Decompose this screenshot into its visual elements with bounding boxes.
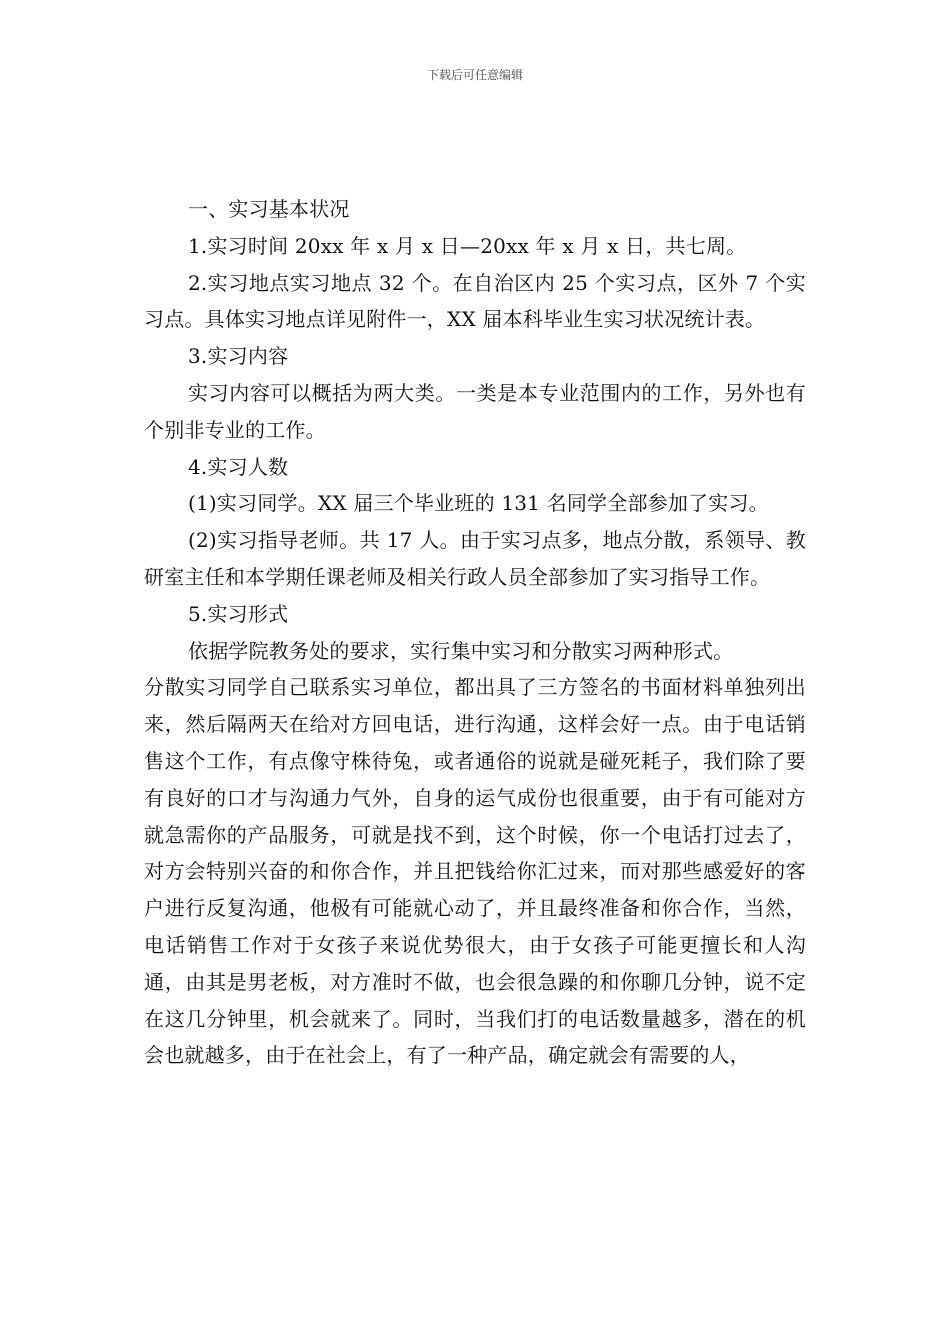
paragraph-students: (1)实习同学。XX 届三个毕业班的 131 名同学全部参加了实习。 bbox=[188, 491, 769, 516]
subheading-form: 5.实习形式 bbox=[188, 601, 289, 626]
document-body bbox=[144, 191, 806, 1074]
paragraph-location: 2.实习地点实习地点 32 个。在自治区内 25 个实习点，区外 7 个实习点。具体实习地点详见附件一，XX 届本科毕业生实习状况统计表。 bbox=[144, 270, 806, 332]
paragraph-time: 1.实习时间 20xx 年 x 月 x 日—20xx 年 x 月 x 日，共七周。 bbox=[188, 233, 747, 258]
section-heading-basic: 一、实习基本状况 bbox=[188, 197, 350, 221]
subheading-count: 4.实习人数 bbox=[188, 454, 289, 479]
paragraph-teachers: (2)实习指导老师。共 17 人。由于实习点多，地点分散，系领导、教研室主任和本学期任课老师及相关行政人员全部参加了实习指导工作。 bbox=[144, 528, 806, 589]
paragraph-sales: 分散实习同学自己联系实习单位，都出具了三方签名的书面材料单独列出来，然后隔两天在给对方回电话，进行沟通，这样会好一点。由于电话销售这个工作，有点像守株待兔，或者通俗的说就是碰死耗子，我们除了要有良好的口才与沟通力气外，自身的运气成份也很重要，由于有可能对方就急需你的产品服务，可就是找不到，这个时候，你一个电话打过去了，对方会特别兴奋的和你合作，并且把钱给你汇过来，而对那些感爱好的客户进行反复沟通，他极有可能就心动了，并且最终准备和你合作，当然，电话销售工作对于女孩子来说优势很大，由于女孩子可能更擅长和人沟通，由其是男老板，对方准时不做，也会很急躁的和你聊几分钟，说不定在这几分钟里，机会就来了。同时，当我们打的电话数量越多，潜在的机会也就越多，由于在社会上，有了一种产品，确定就会有需要的人， bbox=[144, 675, 806, 1068]
header-note: 下载后可任意编辑 bbox=[426, 68, 523, 82]
paragraph-form: 依据学院教务处的要求，实行集中实习和分散实习两种形式。 bbox=[188, 638, 734, 663]
subheading-content: 3.实习内容 bbox=[188, 344, 289, 369]
paragraph-content: 实习内容可以概括为两大类。一类是本专业范围内的工作，另外也有个别非专业的工作。 bbox=[144, 380, 806, 442]
